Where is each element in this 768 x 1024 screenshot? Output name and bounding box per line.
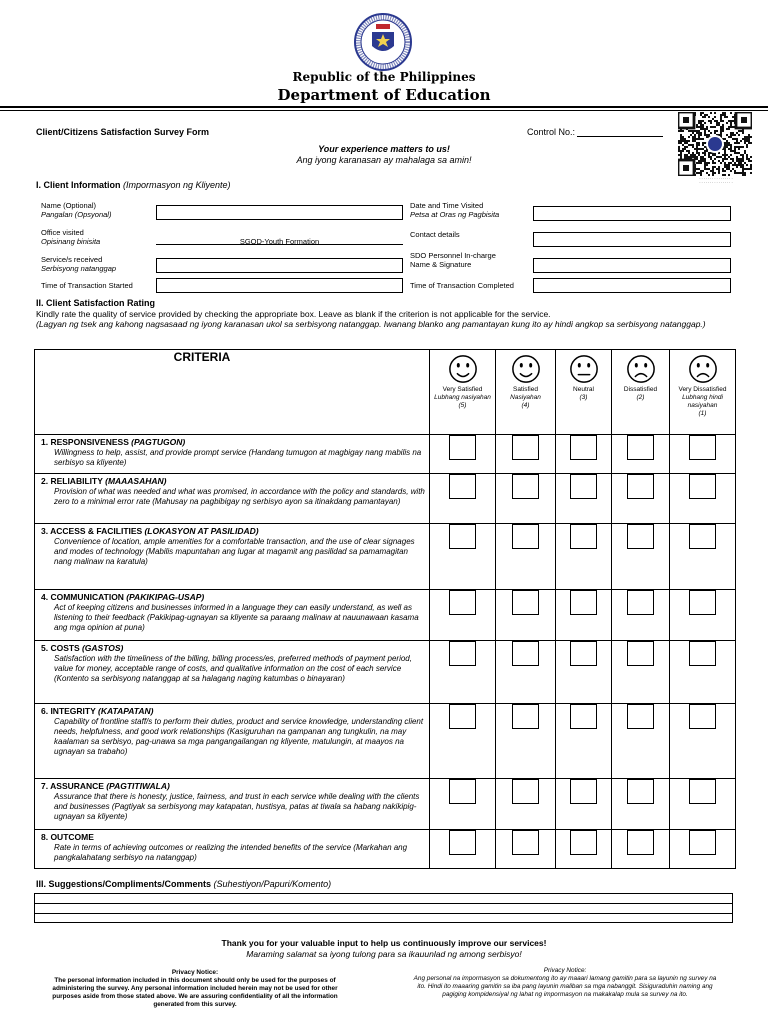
control-number-label: Control No.: (527, 127, 576, 137)
rating-checkbox-1[interactable] (689, 641, 716, 666)
criteria-description: 2. RELIABILITY (MAAASAHAN) Provision of what was needed and what was promised, in accordance with the policy and standards, with zero to a minimal error rate (Mahusay na pagbibigay ng serbisyo ayon sa itinakdang pamantayan) (35, 474, 430, 524)
rating-checkbox-4[interactable] (512, 435, 539, 460)
scale-header-5 (430, 350, 496, 435)
scale-header-2 (612, 350, 670, 435)
criteria-header: CRITERIA (35, 350, 430, 435)
scale-label-en: Very Dissatisfied (678, 386, 727, 393)
time-started-input[interactable] (156, 278, 403, 293)
republic-heading: Republic of the Philippines (292, 70, 476, 84)
rating-checkbox-2[interactable] (627, 704, 654, 729)
rating-checkbox-4[interactable] (512, 641, 539, 666)
thank-you-filipino: Maraming salamat sa iyong tulong para sa ikauunlad ng among serbisyo! (246, 949, 522, 959)
scale-number: (5) (458, 402, 467, 409)
rating-checkbox-5[interactable] (449, 590, 476, 615)
control-number-field[interactable] (527, 127, 663, 137)
personnel-input[interactable] (533, 258, 731, 273)
satisfaction-rating-heading: II. Client Satisfaction Rating (36, 298, 156, 308)
rating-instructions: Kindly rate the quality of service provided by checking the appropriate box. Leave as blank if the criterion is not applicable for the service. (Lagyan ng tsek ang kahong nagsasaad ng iyong karanasan ukol sa serbisyong natanggap. Iwanang blanko ang pamantayan kung ito ay hindi angkop sa serbisyong natanggap.) (36, 309, 706, 329)
rating-checkbox-2[interactable] (627, 524, 654, 549)
frown-face-icon (688, 354, 718, 384)
scale-header-3 (556, 350, 612, 435)
time-completed-label: Time of Transaction Completed (410, 281, 514, 290)
rating-checkbox-3[interactable] (570, 435, 597, 460)
criteria-row (35, 830, 736, 869)
office-label: Office visited Opisinang binisita (41, 228, 101, 246)
criteria-row (35, 524, 736, 590)
criteria-description: 5. COSTS (GASTOS) Satisfaction with the timeliness of the billing, billing process/es, preferred methods of payment period, value for money, acceptable range of costs, and qualitative information on the cost of each service (Kontento sa serbisyong natanggap at sa halagang naging katumbas o binayaran) (35, 641, 430, 704)
criteria-description: 1. RESPONSIVENESS (PAGTUGON) Willingness to help, assist, and provide prompt service (Handang tumugon at magbigay nang mabilis na serbisyo sa kliyente) (35, 435, 430, 474)
scale-label-fil: Nasiyahan (510, 394, 541, 401)
rating-checkbox-3[interactable] (570, 590, 597, 615)
rating-checkbox-4[interactable] (512, 590, 539, 615)
scale-label-en: Neutral (573, 386, 594, 393)
tagline-filipino: Ang iyong karanasan ay mahalaga sa amin! (296, 155, 472, 165)
name-input[interactable] (156, 205, 403, 220)
rating-checkbox-3[interactable] (570, 704, 597, 729)
date-visited-input[interactable] (533, 206, 731, 221)
rating-checkbox-2[interactable] (627, 779, 654, 804)
scale-label-en: Satisfied (513, 386, 538, 393)
tagline-english: Your experience matters to us! (318, 144, 450, 154)
rating-checkbox-5[interactable] (449, 830, 476, 855)
criteria-description: 4. COMMUNICATION (PAKIKIPAG-USAP) Act of keeping citizens and businesses informed in a language they can easily understand, as well as listening to their feedback (Pakikipag-ugnayan sa kliyente sa paraang malinaw at nauunawaan kasama ang mga opinion at puna) (35, 590, 430, 641)
smile-face-icon (511, 354, 541, 384)
personnel-label: SDO Personnel In-charge Name & Signature (410, 251, 496, 269)
criteria-row (35, 779, 736, 830)
criteria-description: 8. OUTCOME Rate in terms of achieving outcomes or realizing the intended benefits of the service (Markahan ang pangkalahatang serbisyo na natanggap) (35, 830, 430, 869)
office-visited-field[interactable]: SGOD-Youth Formation (156, 231, 403, 245)
suggestions-heading: III. Suggestions/Compliments/Comments (Suhestiyon/Papuri/Komento) (36, 879, 332, 889)
rating-checkbox-3[interactable] (570, 641, 597, 666)
criteria-row (35, 641, 736, 704)
rating-table (34, 349, 736, 869)
rating-checkbox-4[interactable] (512, 779, 539, 804)
rating-checkbox-5[interactable] (449, 641, 476, 666)
criteria-row (35, 590, 736, 641)
rating-checkbox-2[interactable] (627, 474, 654, 499)
rating-checkbox-5[interactable] (449, 474, 476, 499)
privacy-notice-filipino: Privacy Notice: Ang personal na impormasyon sa dokumentong ito ay maaari lamang gamitin para sa layunin ng survey na ito. Hindi ito maaaring gamitin sa iba pang layunin maliban sa mga nabanggit. Sisiguraduhin naming ang pagiging kompidensiyal ng lahat ng impormasyon na makakalap mula sa survey na ito. (413, 967, 717, 998)
department-heading: Department of Education (277, 86, 491, 104)
rating-checkbox-1[interactable] (689, 779, 716, 804)
rating-checkbox-5[interactable] (449, 779, 476, 804)
date-visited-label: Date and Time Visited Petsa at Oras ng Pagbisita (410, 201, 500, 219)
rating-checkbox-4[interactable] (512, 830, 539, 855)
rating-checkbox-5[interactable] (449, 524, 476, 549)
time-completed-input[interactable] (533, 278, 731, 293)
criteria-description: 7. ASSURANCE (PAGTITIWALA) Assurance that there is honesty, justice, fairness, and trust in each service while dealing with the clients and businesses (Pagtiyak sa serbisyong may katapatan, hustisya, patas at tiwala sa habang nakikipig- ugnayan sa kliyente) (35, 779, 430, 830)
criteria-description: 6. INTEGRITY (KATAPATAN) Capability of frontline staff/s to perform their duties, product and service knowledge, understanding client needs, helpfulness, and good work relationships (Kasiguruhan na gampanan ang tungkulin, na may kaalaman sa serbisyo, pag-unawa sa mga pangangailangan ng kliyente, matulungin, at maayos na ugnayan sa trabaho) (35, 704, 430, 779)
scale-label-en: Very Satisfied (442, 386, 483, 393)
criteria-description: 3. ACCESS & FACILITIES (LOKASYON AT PASILIDAD) Convenience of location, ample amenities for a comfortable transaction, and the use of clear signages and modes of technology (Mabilis mapuntahan ang lugar at magamit ang pasilidad sa pamamagitan nang malinaw na karatula) (35, 524, 430, 590)
time-started-label: Time of Transaction Started (41, 281, 133, 290)
frown-face-icon (626, 354, 656, 384)
scale-label-en: Dissatisfied (623, 386, 658, 393)
thank-you-english: Thank you for your valuable input to help us continuously improve our services! (221, 938, 547, 948)
rating-checkbox-5[interactable] (449, 435, 476, 460)
rating-checkbox-2[interactable] (627, 435, 654, 460)
rating-checkbox-4[interactable] (512, 524, 539, 549)
privacy-notice-english: Privacy Notice: The personal information included in this document should only be used for the purposes of administering the survey. Any personal information included herein may not be used for other purposes aside from those stated above. We are assuring confidentiality of all the information generated from this survey. (52, 969, 338, 1008)
rating-checkbox-3[interactable] (570, 524, 597, 549)
criteria-row (35, 474, 736, 524)
rating-checkbox-2[interactable] (627, 641, 654, 666)
scale-header-4 (496, 350, 556, 435)
rating-checkbox-3[interactable] (570, 830, 597, 855)
rating-checkbox-1[interactable] (689, 524, 716, 549)
smile-face-icon (448, 354, 478, 384)
criteria-row (35, 704, 736, 779)
scale-number: (4) (521, 402, 530, 409)
criteria-row (35, 435, 736, 474)
scale-number: (2) (636, 394, 645, 401)
client-info-heading: I. Client Information (Impormasyon ng Kliyente) (36, 180, 231, 190)
qr-caption: · · · · · · · · · · · · · · · · · · · · · · · · · · · · · · · · (699, 177, 733, 185)
scale-header-1 (670, 350, 736, 435)
scale-label-fil: Lubhang nasiyahan (434, 394, 491, 401)
suggestions-textarea[interactable] (34, 893, 733, 923)
rating-checkbox-1[interactable] (689, 474, 716, 499)
rating-checkbox-1[interactable] (689, 704, 716, 729)
contact-details-input[interactable] (533, 232, 731, 247)
rating-checkbox-3[interactable] (570, 474, 597, 499)
rating-checkbox-3[interactable] (570, 779, 597, 804)
rating-checkbox-1[interactable] (689, 435, 716, 460)
deped-seal-logo (348, 12, 418, 72)
rating-checkbox-1[interactable] (689, 590, 716, 615)
form-title: Client/Citizens Satisfaction Survey Form (36, 127, 210, 137)
header-divider-thin (0, 110, 768, 111)
neutral-face-icon (569, 354, 599, 384)
scale-number: (1) (698, 410, 707, 417)
rating-checkbox-1[interactable] (689, 830, 716, 855)
name-label: Name (Optional) Pangalan (Opsyonal) (41, 201, 112, 219)
rating-checkbox-4[interactable] (512, 704, 539, 729)
rating-checkbox-4[interactable] (512, 474, 539, 499)
service-received-input[interactable] (156, 258, 403, 273)
rating-checkbox-5[interactable] (449, 704, 476, 729)
header-divider (0, 106, 768, 108)
scale-number: (3) (579, 394, 588, 401)
rating-checkbox-2[interactable] (627, 590, 654, 615)
service-label: Service/s received Serbisyong natanggap (41, 255, 117, 273)
scale-label-fil: Lubhang hindi nasiyahan (682, 394, 723, 409)
rating-checkbox-2[interactable] (627, 830, 654, 855)
contact-label: Contact details (410, 230, 460, 239)
